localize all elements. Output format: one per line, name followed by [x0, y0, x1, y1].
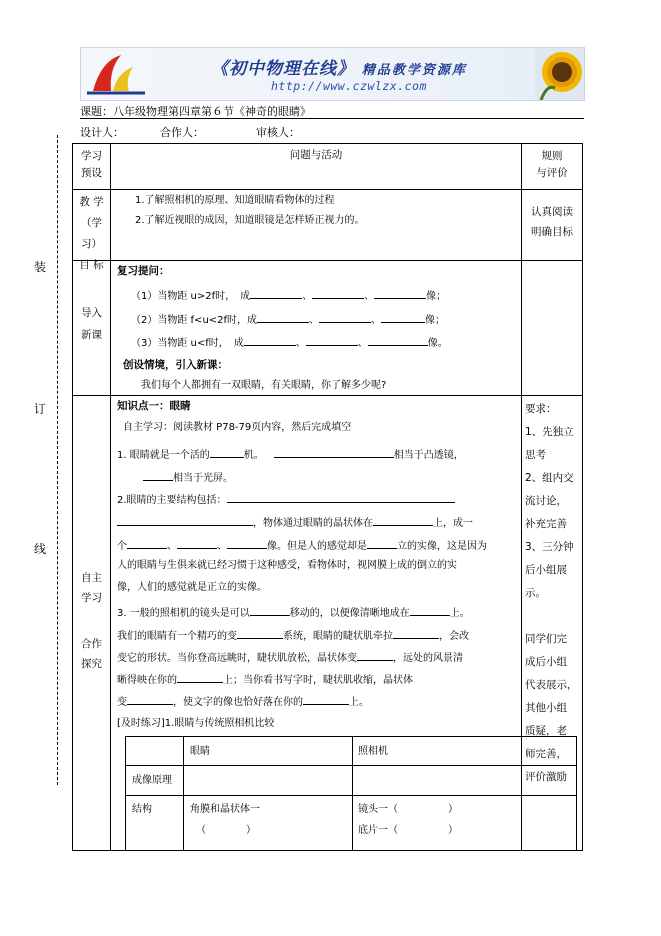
review-q3: （3）当物距 u<f时， 成 、 、 像。: [131, 334, 448, 351]
fill-3-line-2: 我们的眼睛有一个精巧的变 系统，眼睛的睫状肌牵拉 ，会改: [117, 627, 469, 644]
fill-2-line-2: ，物体通过眼睛的晶状体在 上，成一: [117, 514, 473, 531]
row-divider-3: [73, 395, 582, 396]
cmp-camera-film: 底片一（ ）: [358, 825, 458, 836]
row-divider-2: [73, 260, 582, 261]
cmp-col-divider-1: [183, 737, 184, 850]
col-header-activity: 问题与活动: [289, 149, 343, 161]
review-title: 复习提问：: [117, 265, 170, 277]
binding-char-ding: 订: [34, 402, 47, 416]
col-header-rules: 规则 与评价: [536, 150, 568, 179]
rule-line: 示。: [525, 587, 546, 599]
rule-line: 成后小组: [525, 656, 567, 668]
binding-char-xian: 线: [34, 542, 47, 556]
cmp-eye-blank: （ ）: [196, 825, 256, 836]
rule-line: 后小组展: [525, 564, 567, 576]
col-header-preset: 学习 预设: [81, 150, 102, 179]
review-q1: （1）当物距 u>2f时， 成 、 、 像；: [131, 287, 446, 304]
rule-line: 思考: [525, 449, 546, 461]
rule-line: 其他小组: [525, 702, 567, 714]
rule-line: [525, 605, 581, 628]
lesson-table: [72, 143, 583, 851]
explore-label-coop: 合作 探究: [81, 638, 102, 670]
comparison-table: [125, 736, 577, 851]
goal-item-1: 1.了解照相机的原理、知道眼睛看物体的过程: [135, 195, 335, 206]
fill-3-line-3: 变它的形状。当你登高远眺时，睫状肌放松，晶状体变 ，远处的风景清: [117, 649, 463, 666]
banner: [80, 47, 585, 101]
rule-line: 同学们完: [525, 633, 567, 645]
fill-1-line-1: 1. 眼睛就是一个活的 机。 相当于凸透镜，: [117, 446, 464, 463]
cmp-eye-structure: 角膜和晶状体一: [190, 804, 260, 815]
rule-line: 3、三分钟: [525, 541, 574, 553]
lesson-topic: 课题：八年级物理第四章第６节《神奇的眼睛》: [80, 105, 311, 118]
explore-rules: [525, 398, 581, 789]
logo-icon: [83, 51, 149, 97]
fill-2-line-1: 2.眼睛的主要结构包括：: [117, 491, 455, 508]
cmp-row-principle: 成像原理: [132, 775, 172, 786]
rule-line: 1、先独立: [525, 426, 574, 438]
cmp-header-camera: 照相机: [358, 746, 388, 757]
fill-2-line-4: 人的眼睛与生俱来就已经习惯于这种感受，看物体时，视网膜上成的倒立的实: [117, 560, 457, 571]
practice-title: [及时练习]1.眼睛与传统照相机比较: [117, 718, 275, 729]
knowledge-point-title: 知识点一：眼睛: [117, 400, 191, 412]
binding-line: [57, 135, 58, 785]
cmp-row-divider-2: [126, 795, 576, 796]
goals-label: 教 学 （学习） 目 标: [79, 196, 104, 271]
fill-3-line-1: 3. 一般的照相机的镜头是可以 移动的，以便像清晰地成在 上。: [117, 604, 470, 621]
rule-line: 流讨论，: [525, 495, 567, 507]
rule-line: 代表展示，: [525, 679, 578, 691]
self-study-instruction: 自主学习：阅读教材 P78-79页内容，然后完成填空: [123, 422, 352, 433]
fill-2-line-5: 像，人们的感觉就是正立的实像。: [117, 582, 267, 593]
banner-title: [211, 54, 467, 79]
col-divider-left: [110, 144, 111, 850]
fill-1-line-2: 相当于光屏。: [143, 469, 233, 486]
reviewer-label: 审核人：: [256, 126, 300, 139]
rule-line: 质疑，老: [525, 725, 567, 737]
rule-line: 补充完善: [525, 518, 567, 530]
row-divider-1: [73, 189, 582, 190]
goals-rule: 认真阅读 明确目标: [531, 206, 573, 238]
sunflower-image: [535, 48, 584, 100]
fill-3-line-4: 晰得映在你的 上；当你看书写字时，睫状肌收缩，晶状体: [117, 671, 413, 688]
binding-char-zhuang: 装: [34, 260, 47, 274]
rule-line: 要求：: [525, 403, 557, 415]
banner-url: http://www.czwlzx.com: [271, 79, 427, 93]
rule-line: 2、组内交: [525, 472, 574, 484]
scene-title: 创设情境，引入新课：: [123, 359, 228, 371]
fill-2-line-3: 个 、 、 像。但是人的感觉却是 立的实像，这是因为: [117, 537, 487, 554]
intro-label: 导入 新课: [81, 307, 102, 341]
banner-subtitle: 精品教学资源库: [361, 63, 467, 78]
goal-item-2: 2.了解近视眼的成因，知道眼镜是怎样矫正视力的。: [135, 215, 365, 226]
explore-label-self: 自主 学习: [81, 572, 102, 604]
review-q2: （2）当物距 f<u<2f时，成 、 、 像；: [131, 311, 445, 328]
cmp-camera-lens: 镜头一（ ）: [358, 804, 458, 815]
rule-line: 评价激励: [525, 771, 567, 783]
collaborator-label: 合作人：: [160, 126, 204, 139]
banner-title-main: 《初中物理在线》: [211, 59, 355, 79]
cmp-row-divider-1: [126, 765, 576, 766]
designer-label: 设计人：: [80, 126, 124, 139]
fill-3-line-5: 变 ，使文字的像也恰好落在你的 上。: [117, 693, 369, 710]
rule-line: 师完善，: [525, 748, 567, 760]
cmp-col-divider-2: [352, 737, 353, 850]
cmp-header-eye: 眼睛: [190, 746, 210, 757]
cmp-row-structure: 结构: [132, 804, 152, 815]
scene-text: 我们每个人都拥有一双眼睛，有关眼睛，你了解多少呢?: [141, 380, 387, 391]
header-divider: [80, 118, 584, 119]
